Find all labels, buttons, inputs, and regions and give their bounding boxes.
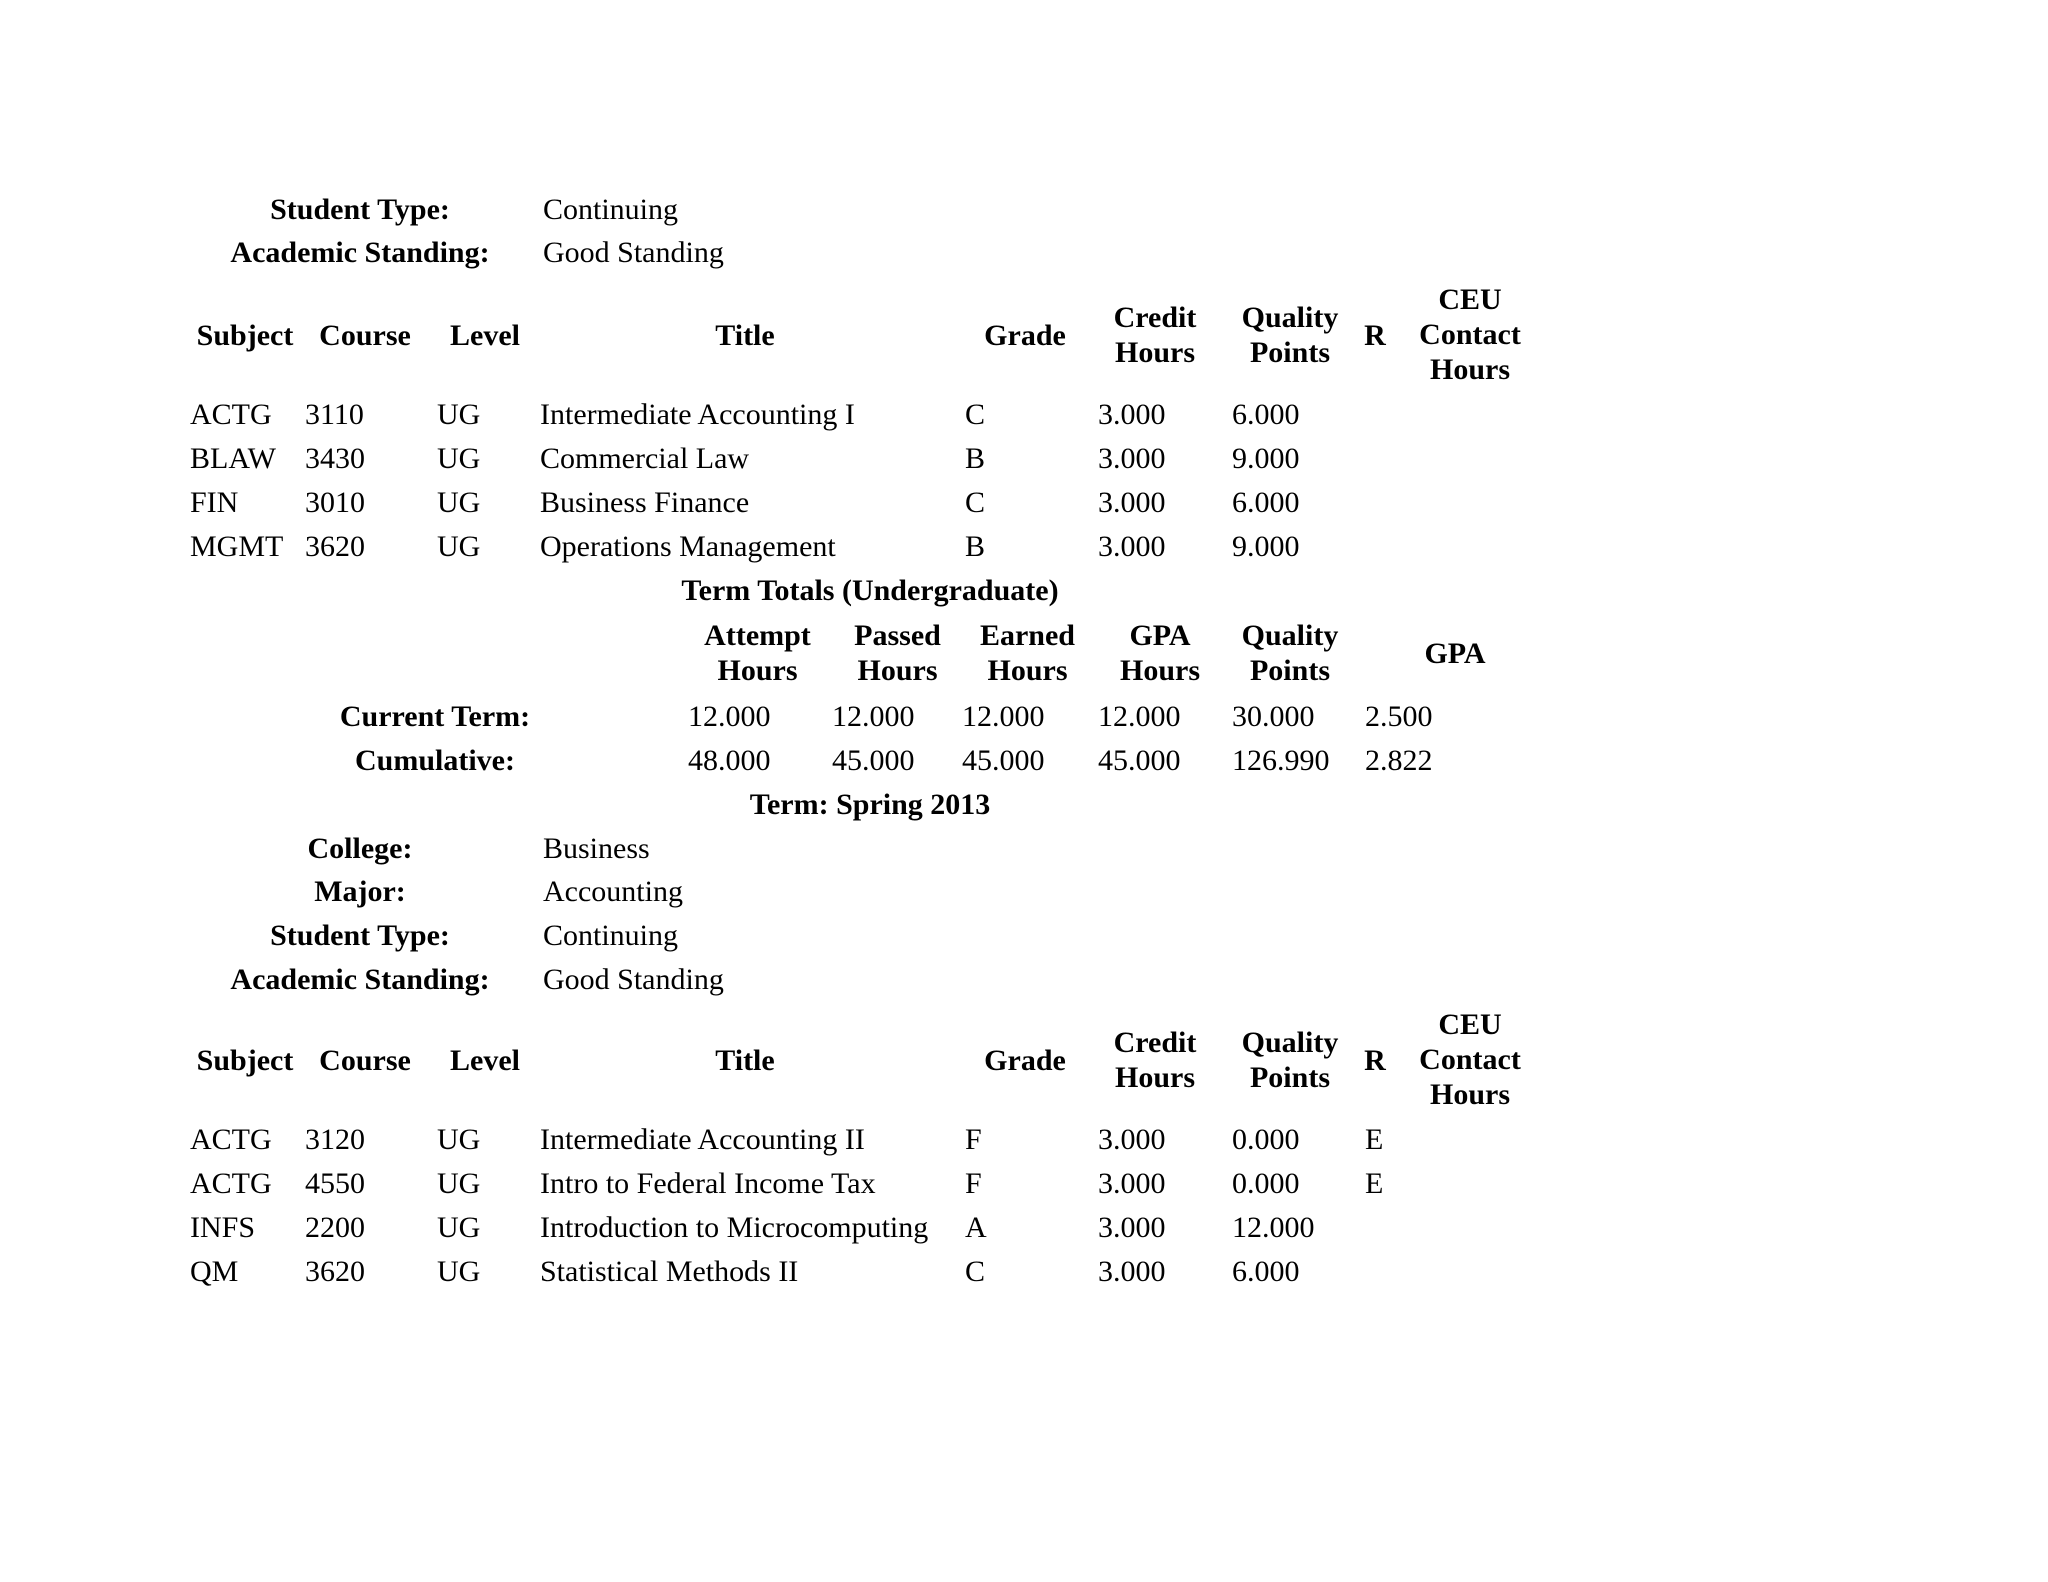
cell-gpa-hours: 12.000 bbox=[1098, 700, 1181, 733]
cell-grade: A bbox=[965, 1211, 987, 1244]
cell-earned: 12.000 bbox=[962, 700, 1045, 733]
cell-credit: 3.000 bbox=[1098, 1211, 1166, 1244]
cell-subject: QM bbox=[190, 1255, 239, 1288]
cell-passed: 45.000 bbox=[832, 744, 915, 777]
cell-grade: F bbox=[965, 1123, 982, 1156]
cell-level: UG bbox=[437, 1211, 481, 1244]
cell-credit: 3.000 bbox=[1098, 398, 1166, 431]
header-credit: Credit Hours bbox=[1113, 301, 1197, 369]
cell-course: 3620 bbox=[305, 1255, 365, 1288]
cell-course: 3010 bbox=[305, 486, 365, 519]
cell-grade: B bbox=[965, 442, 986, 475]
cell-credit: 3.000 bbox=[1098, 530, 1166, 563]
header-credit: Credit Hours bbox=[1113, 1026, 1197, 1094]
cell-level: UG bbox=[437, 442, 481, 475]
info-label: Student Type: bbox=[270, 919, 450, 952]
totals-label: Current Term: bbox=[339, 700, 531, 733]
cell-quality: 9.000 bbox=[1232, 442, 1300, 475]
header-earned-hours: Earned Hours bbox=[979, 619, 1075, 687]
cell-grade: C bbox=[965, 486, 986, 519]
cell-course: 3110 bbox=[305, 398, 364, 431]
cell-course: 4550 bbox=[305, 1167, 365, 1200]
cell-quality: 9.000 bbox=[1232, 530, 1300, 563]
cell-r: E bbox=[1365, 1167, 1384, 1200]
cell-subject: MGMT bbox=[190, 530, 284, 563]
cell-credit: 3.000 bbox=[1098, 1167, 1166, 1200]
cell-grade: C bbox=[965, 1255, 986, 1288]
header-quality: Quality Points bbox=[1241, 301, 1339, 369]
header-ceu: CEU Contact Hours bbox=[1419, 283, 1521, 386]
cell-credit: 3.000 bbox=[1098, 1123, 1166, 1156]
header-quality: Quality Points bbox=[1241, 1026, 1339, 1094]
term-totals-title: Term Totals (Undergraduate) bbox=[681, 574, 1059, 607]
cell-attempt: 12.000 bbox=[688, 700, 771, 733]
info-value: Business bbox=[543, 832, 650, 865]
cell-level: UG bbox=[437, 1123, 481, 1156]
header-gpa-hours: GPA Hours bbox=[1119, 619, 1200, 687]
info-label: College: bbox=[307, 832, 413, 865]
cell-level: UG bbox=[437, 1255, 481, 1288]
cell-course: 2200 bbox=[305, 1211, 365, 1244]
info-label: Major: bbox=[314, 875, 406, 908]
info-label: Academic Standing: bbox=[230, 963, 490, 996]
header-level: Level bbox=[450, 319, 520, 352]
cell-quality: 6.000 bbox=[1232, 398, 1300, 431]
cell-credit: 3.000 bbox=[1098, 486, 1166, 519]
cell-subject: INFS bbox=[190, 1211, 256, 1244]
cell-gpa: 2.822 bbox=[1365, 744, 1433, 777]
header-gpa: GPA bbox=[1424, 637, 1486, 670]
cell-earned: 45.000 bbox=[962, 744, 1045, 777]
header-title: Title bbox=[715, 319, 775, 352]
header-r: R bbox=[1364, 319, 1386, 352]
cell-gpa: 2.500 bbox=[1365, 700, 1433, 733]
totals-label: Cumulative: bbox=[355, 744, 515, 777]
info-value: Continuing bbox=[543, 919, 679, 952]
cell-title: Introduction to Microcomputing bbox=[540, 1211, 929, 1244]
cell-title: Intermediate Accounting I bbox=[540, 398, 855, 431]
info-value: Good Standing bbox=[543, 963, 724, 996]
header-title: Title bbox=[715, 1044, 775, 1077]
header-course: Course bbox=[319, 1044, 411, 1077]
header-subject: Subject bbox=[196, 1044, 294, 1077]
header-attempt-hours: Attempt Hours bbox=[704, 619, 811, 687]
cell-course: 3430 bbox=[305, 442, 365, 475]
cell-level: UG bbox=[437, 1167, 481, 1200]
cell-title: Intro to Federal Income Tax bbox=[540, 1167, 876, 1200]
cell-passed: 12.000 bbox=[832, 700, 915, 733]
header-quality-points: Quality Points bbox=[1241, 619, 1339, 687]
cell-quality: 30.000 bbox=[1232, 700, 1315, 733]
cell-title: Intermediate Accounting II bbox=[540, 1123, 865, 1156]
cell-subject: ACTG bbox=[190, 398, 272, 431]
header-grade: Grade bbox=[984, 1044, 1066, 1077]
cell-title: Commercial Law bbox=[540, 442, 750, 475]
cell-grade: F bbox=[965, 1167, 982, 1200]
cell-attempt: 48.000 bbox=[688, 744, 771, 777]
cell-subject: FIN bbox=[190, 486, 239, 519]
cell-level: UG bbox=[437, 398, 481, 431]
cell-quality: 126.990 bbox=[1232, 744, 1330, 777]
cell-quality: 0.000 bbox=[1232, 1123, 1300, 1156]
header-course: Course bbox=[319, 319, 411, 352]
cell-r: E bbox=[1365, 1123, 1384, 1156]
header-grade: Grade bbox=[984, 319, 1066, 352]
header-passed-hours: Passed Hours bbox=[854, 619, 941, 687]
header-level: Level bbox=[450, 1044, 520, 1077]
cell-credit: 3.000 bbox=[1098, 1255, 1166, 1288]
info-value: Continuing bbox=[543, 193, 679, 226]
term-title: Term: Spring 2013 bbox=[749, 788, 991, 821]
cell-level: UG bbox=[437, 530, 481, 563]
cell-credit: 3.000 bbox=[1098, 442, 1166, 475]
cell-grade: B bbox=[965, 530, 986, 563]
cell-subject: ACTG bbox=[190, 1167, 272, 1200]
cell-quality: 12.000 bbox=[1232, 1211, 1315, 1244]
cell-title: Statistical Methods II bbox=[540, 1255, 799, 1288]
header-r: R bbox=[1364, 1044, 1386, 1077]
cell-subject: ACTG bbox=[190, 1123, 272, 1156]
header-ceu: CEU Contact Hours bbox=[1419, 1008, 1521, 1111]
cell-quality: 6.000 bbox=[1232, 486, 1300, 519]
cell-title: Business Finance bbox=[540, 486, 750, 519]
header-subject: Subject bbox=[196, 319, 294, 352]
info-label: Student Type: bbox=[270, 193, 450, 226]
cell-course: 3620 bbox=[305, 530, 365, 563]
cell-quality: 6.000 bbox=[1232, 1255, 1300, 1288]
info-value: Good Standing bbox=[543, 236, 724, 269]
cell-title: Operations Management bbox=[540, 530, 836, 563]
cell-subject: BLAW bbox=[190, 442, 276, 475]
cell-quality: 0.000 bbox=[1232, 1167, 1300, 1200]
info-value: Accounting bbox=[543, 875, 683, 908]
cell-grade: C bbox=[965, 398, 986, 431]
info-label: Academic Standing: bbox=[230, 236, 490, 269]
cell-gpa-hours: 45.000 bbox=[1098, 744, 1181, 777]
cell-course: 3120 bbox=[305, 1123, 365, 1156]
cell-level: UG bbox=[437, 486, 481, 519]
